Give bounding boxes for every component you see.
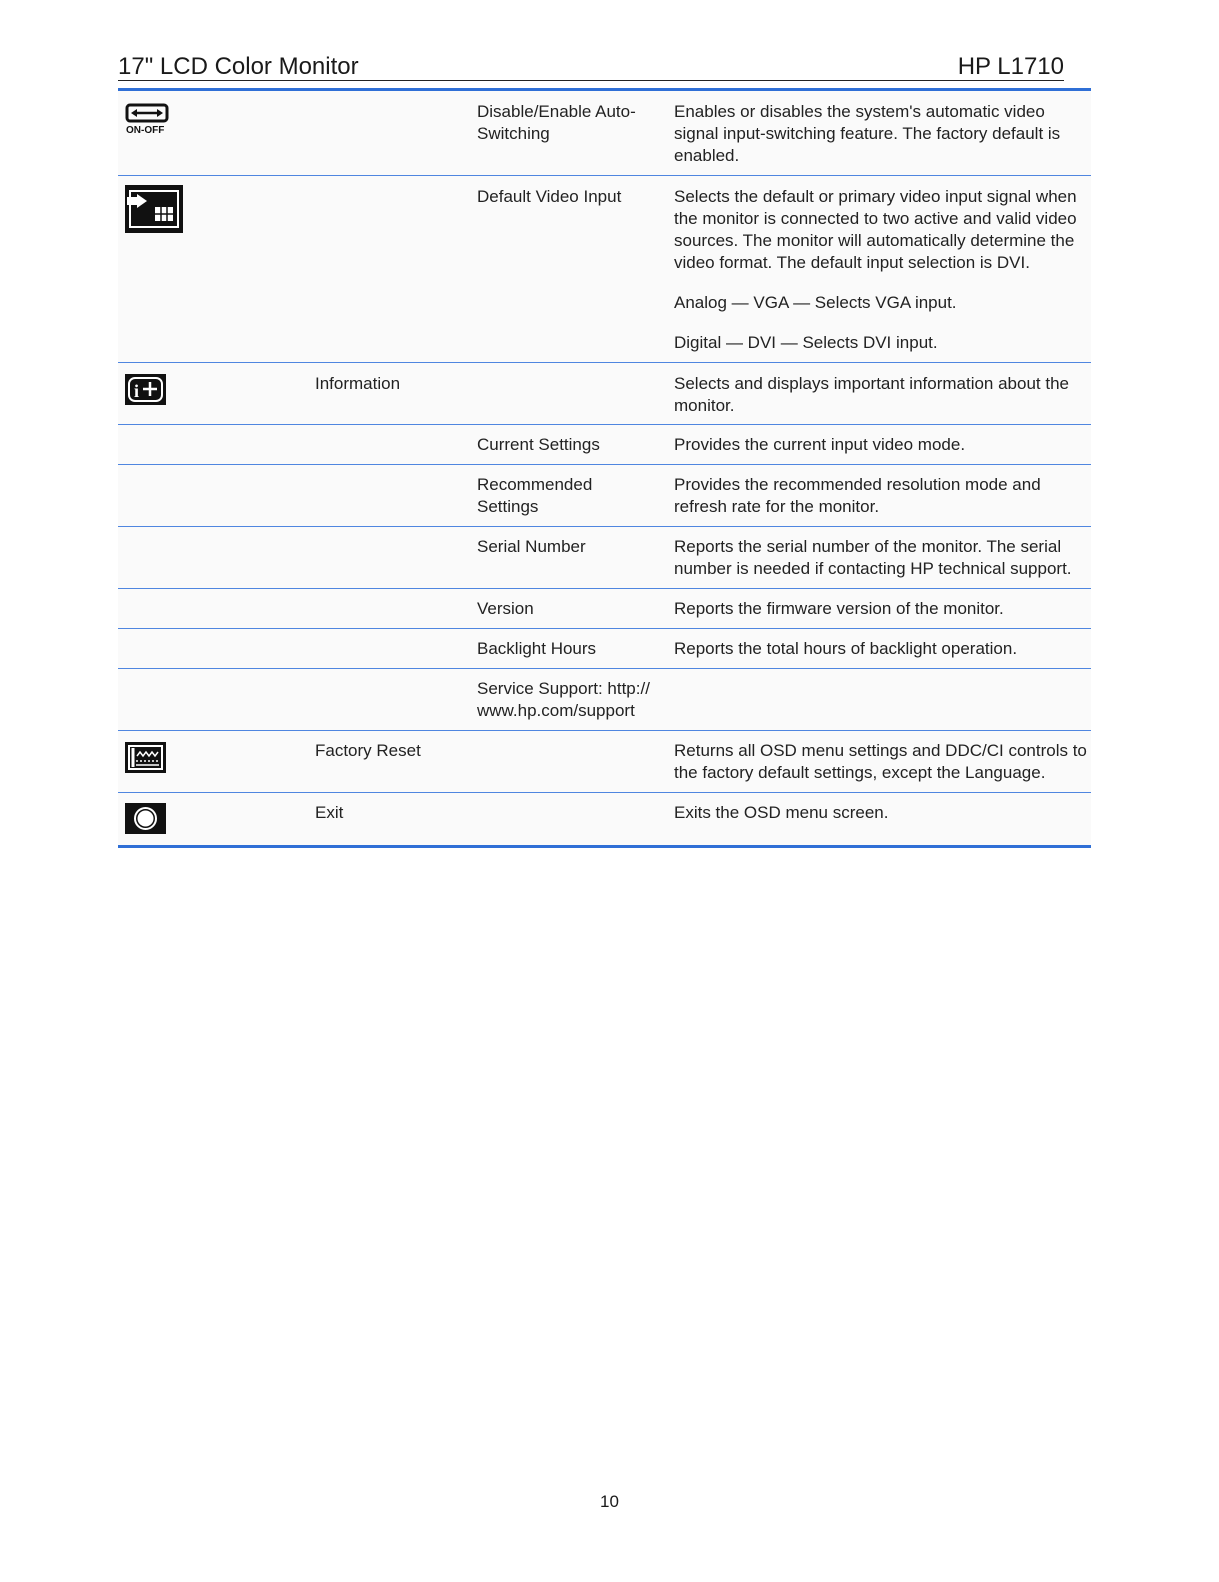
model-name: HP L1710 bbox=[957, 53, 1064, 80]
table-row bbox=[118, 91, 1091, 176]
svg-text:ON-OFF: ON-OFF bbox=[126, 125, 165, 135]
submenu-label: Backlight Hours bbox=[477, 639, 597, 658]
description bbox=[674, 434, 1087, 456]
table-row bbox=[118, 589, 1091, 629]
osd-menu-table bbox=[118, 88, 1091, 848]
description bbox=[674, 536, 1087, 580]
submenu-label: Disable/Enable Auto-Switching bbox=[477, 102, 636, 143]
submenu-label: Current Settings bbox=[477, 435, 600, 454]
description-paragraph: Analog — VGA — Selects VGA input. bbox=[674, 293, 957, 312]
description-paragraph: Returns all OSD menu settings and DDC/CI controls to the factory default settings, except the Language. bbox=[674, 741, 1087, 782]
description-paragraph: Reports the serial number of the monitor. The serial number is needed if contacting HP technical support. bbox=[674, 537, 1072, 578]
document-title: 17" LCD Color Monitor bbox=[118, 53, 359, 80]
on-off-switch-icon bbox=[125, 103, 171, 141]
description bbox=[674, 598, 1087, 620]
exit-icon bbox=[125, 803, 166, 840]
description bbox=[674, 186, 1087, 354]
menu-label: Information bbox=[315, 374, 401, 393]
submenu-label: Version bbox=[477, 599, 534, 618]
description-paragraph: Provides the current input video mode. bbox=[674, 435, 966, 454]
submenu-label: Default Video Input bbox=[477, 187, 622, 206]
description bbox=[674, 740, 1087, 784]
description-paragraph: Provides the recommended resolution mode and refresh rate for the monitor. bbox=[674, 475, 1041, 516]
description-paragraph: Digital — DVI — Selects DVI input. bbox=[674, 333, 938, 352]
description bbox=[674, 802, 1087, 824]
page-header bbox=[118, 52, 1064, 81]
table-row bbox=[118, 793, 1091, 845]
table-row bbox=[118, 629, 1091, 669]
menu-label: Factory Reset bbox=[315, 741, 421, 760]
factory-reset-icon bbox=[125, 742, 166, 779]
description-paragraph: Exits the OSD menu screen. bbox=[674, 803, 889, 822]
table-row bbox=[118, 363, 1091, 425]
table-row bbox=[118, 425, 1091, 465]
submenu-label: Recommended Settings bbox=[477, 475, 593, 516]
table-row bbox=[118, 176, 1091, 363]
description-paragraph: Reports the firmware version of the monitor. bbox=[674, 599, 1004, 618]
description-paragraph: Selects the default or primary video input signal when the monitor is connected to two active and valid video sources. The monitor will automatically determine the video format. The default input selection is DVI. bbox=[674, 187, 1077, 272]
default-video-input-icon bbox=[125, 185, 183, 239]
description bbox=[674, 373, 1087, 417]
table-row bbox=[118, 465, 1091, 527]
description-paragraph: Reports the total hours of backlight operation. bbox=[674, 639, 1018, 658]
description bbox=[674, 101, 1087, 167]
table-row bbox=[118, 527, 1091, 589]
svg-text:i: i bbox=[134, 381, 140, 401]
submenu-label: Service Support: http:// www.hp.com/support bbox=[477, 679, 650, 720]
page-number: 10 bbox=[600, 1492, 619, 1511]
table-row bbox=[118, 669, 1091, 731]
menu-label: Exit bbox=[315, 803, 344, 822]
information-icon bbox=[125, 374, 166, 411]
description-paragraph: Enables or disables the system's automatic video signal input-switching feature. The factory default is enabled. bbox=[674, 102, 1061, 165]
description-paragraph: Selects and displays important information about the monitor. bbox=[674, 374, 1070, 415]
description bbox=[674, 638, 1087, 660]
description bbox=[674, 474, 1087, 518]
table-row bbox=[118, 731, 1091, 793]
submenu-label: Serial Number bbox=[477, 537, 586, 556]
